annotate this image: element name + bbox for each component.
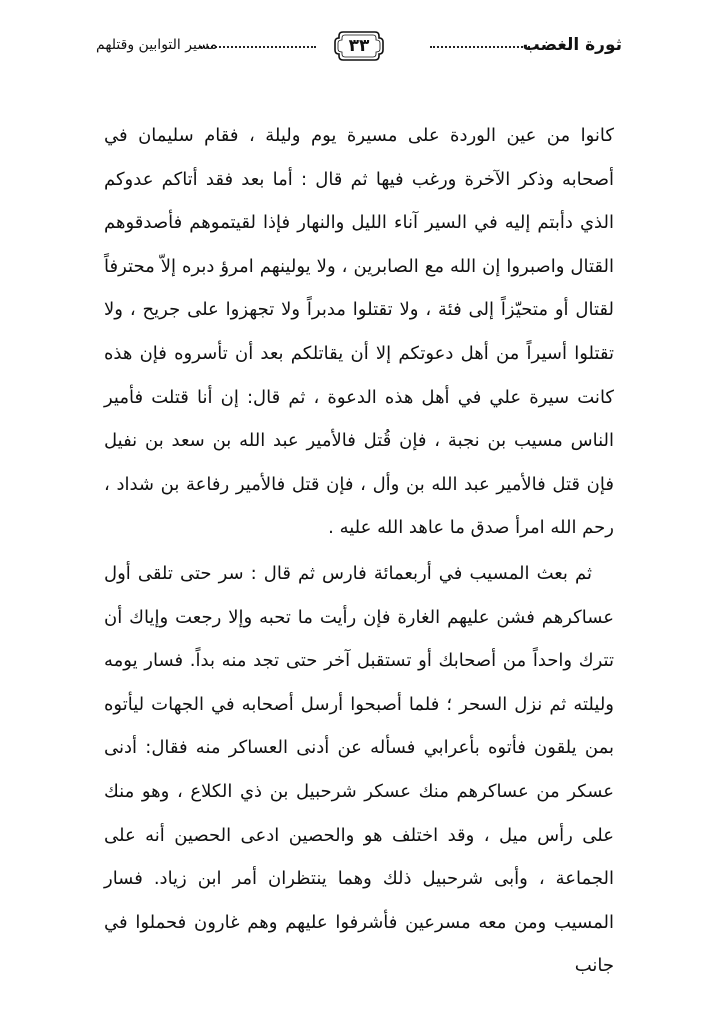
paragraph: ثم بعث المسيب في أربعمائة فارس ثم قال : سر حتى تلقى أول عساكرهم فشن عليهم الغارة فإن رأيت ما تحبه وإلا رجعت وإياك أن تترك واحداً من أصحابك أو تستقبل آخر حتى تجد منه بداً. فسار يومه وليلته ثم نزل السحر ؛ فلما أصبحوا أرسل أصحابه في الجهات ليأتوه بمن يلقون فأتوه بأعرابي فسأله عن أدنى العساكر منه فقال: أدنى عسكر من عساكرهم منك عسكر شرحبيل بن ذي الكلاع ، وهو منك على رأس ميل ، وقد اختلف هو والحصين ادعى الحصين أنه على الجماعة ، وأبى شرحبيل ذلك وهما ينتظران أمر ابن زياد. فسار المسيب ومن معه مسرعين فأشرفوا عليهم وهم غارون فحملوا في جانب bbox=[104, 562, 614, 977]
chapter-title: مسير التوابين وقتلهم bbox=[96, 37, 218, 53]
page-number-badge bbox=[333, 28, 385, 64]
paragraph: كانوا من عين الوردة على مسيرة يوم وليلة ، فقام سليمان في أصحابه وذكر الآخرة ورغب فيها ثم قال : أما بعد فقد أتاكم عدوكم الذي دأبتم إليه في السير آناء الليل والنهار فإذا لقيتموهم فأصدقوهم القتال واصبروا إن الله مع الصابرين ، ولا يولينهم امرؤ دبره إلاّ محترفاً لقتال أو متحيّزاً إلى فئة ، ولا تقتلوا مدبراً ولا تجهزوا على جريح ، ولا تقتلوا أسيراً من أهل دعوتكم إلا أن يقاتلكم بعد أن تأسروه فإن هذه كانت سيرة علي في أهل هذه الدعوة ، ثم قال: إن أنا قتلت فأمير الناس مسيب بن نجبة ، فإن قُتل فالأمير عبد الله بن سعد بن نفيل فإن قتل فالأمير عبد الله بن وأل ، فإن قتل فالأمير رفاعة بن شداد ، رحم الله امرأ صدق ما عاهد الله عليه . bbox=[104, 125, 614, 539]
book-title: ثورة الغضب bbox=[522, 35, 622, 55]
page-number: ٣٣ bbox=[348, 36, 370, 56]
header-dotted-leader-right bbox=[430, 46, 530, 48]
page-header bbox=[96, 28, 622, 68]
header-dotted-leader-left bbox=[200, 46, 316, 48]
page-body bbox=[104, 114, 614, 988]
